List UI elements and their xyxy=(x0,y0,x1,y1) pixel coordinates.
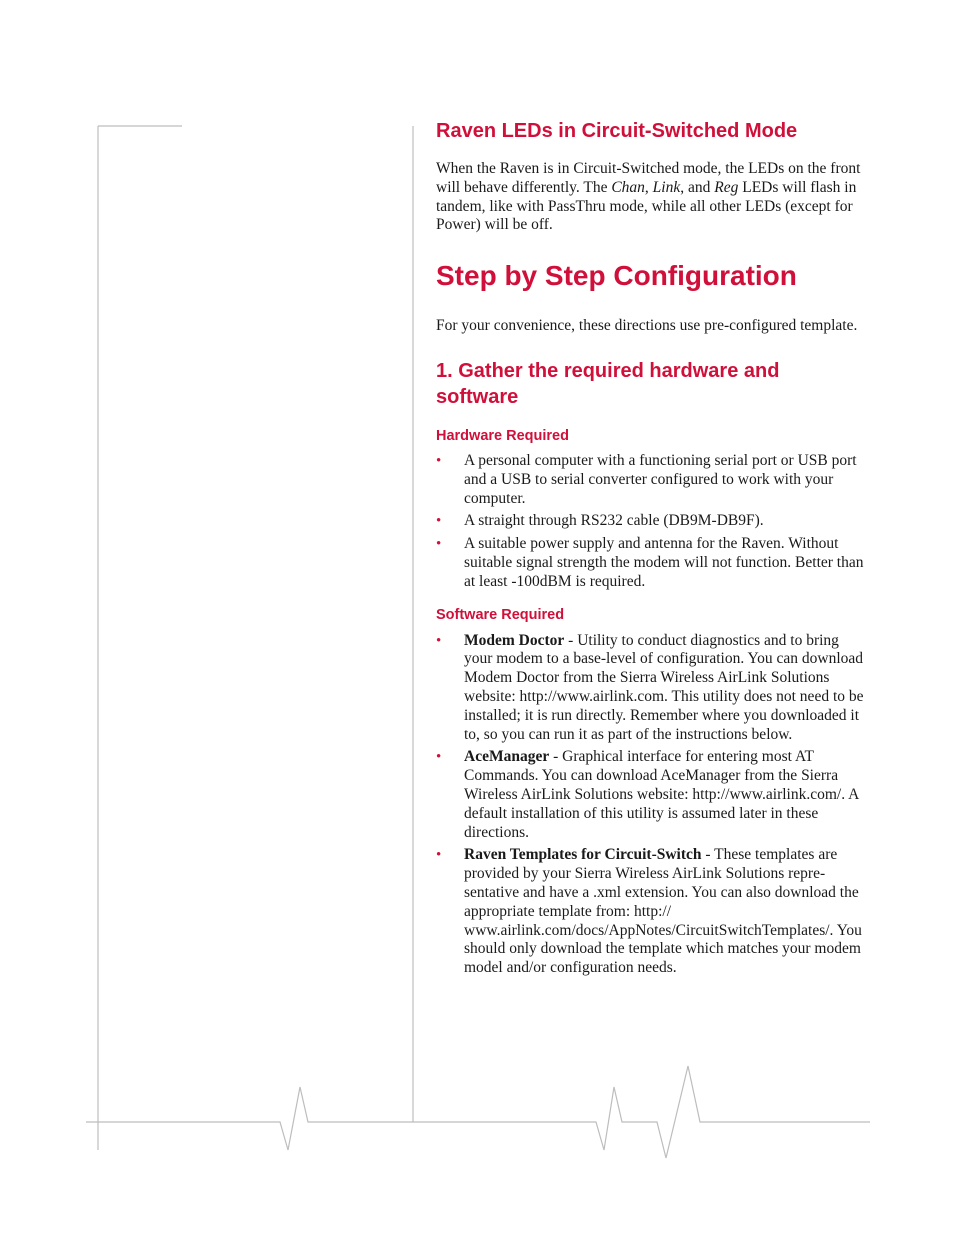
footer-pulse-left xyxy=(86,1087,413,1150)
led-link: Link xyxy=(652,178,681,196)
bullet-icon: • xyxy=(436,749,442,766)
chapter-title: Step by Step Configuration xyxy=(436,260,797,292)
footer-pulse-right xyxy=(413,1066,870,1158)
main-content xyxy=(436,118,868,978)
bullet-icon: • xyxy=(436,847,442,864)
led-chan: Chan xyxy=(611,178,645,196)
bullet-icon: • xyxy=(436,513,442,530)
software-name: AceManager xyxy=(464,748,550,766)
list-item: • Raven Templates for Circuit-Switch - These templates are provided by your Sierra Wireless AirLink Solutions representative and have a .xml extension. You can also download the appropriate template from: http://​www.airlink.com/docs/AppNotes/CircuitSwitchTemplates/. You should only download the template which matches your modem model and/or configuration needs. xyxy=(436,846,862,977)
list-item: • A straight through RS232 cable (DB9M-DB9F). xyxy=(436,512,764,530)
software-required-heading: Software Required xyxy=(436,606,565,623)
bullet-icon: • xyxy=(436,632,442,649)
hardware-list xyxy=(436,452,868,592)
raven-leds-paragraph: When the Raven is in Circuit-Switched mode, the LEDs on the front will behave differently. The Chan, Link, and Reg LEDs will flash in tandem, like with PassThru mode, while all other LEDs (except for Power) will be off. xyxy=(436,160,861,234)
section-title-gather: 1. Gather the required hardware and software xyxy=(436,359,780,408)
bullet-icon: • xyxy=(436,536,442,553)
chapter-intro-paragraph: For your convenience, these directions use pre-configured template. xyxy=(436,317,858,335)
software-name: Raven Templates for Circuit-Switch xyxy=(464,846,702,864)
bullet-icon: • xyxy=(436,452,442,469)
list-item: • Modem Doctor - Utility to conduct diagnostics and to bring your modem to a base-level of configuration. You can download Modem Doctor from the Sierra Wireless AirLink Solutions website: http://www.airlink.com. This utility does not need to be installed; it is run directly. Remember where you downloaded it to, so you can run it as part of the instructions below. xyxy=(436,631,864,743)
software-name: Modem Doctor xyxy=(464,631,565,649)
list-item: • AceManager - Graphical interface for entering most AT Commands. You can download AceManager from the Sierra Wireless AirLink Solutions website: http://​www.airlink.com/. A default installation of this utility is assumed later in these directions. xyxy=(436,748,859,841)
software-list xyxy=(436,632,868,978)
list-item: • A personal computer with a functioning serial port or USB port and a USB to serial converter configured to work with your computer. xyxy=(436,451,857,507)
led-reg: Reg xyxy=(714,178,739,196)
section-title-raven-leds: Raven LEDs in Circuit-Switched Mode xyxy=(436,120,798,142)
list-item: • A suitable power supply and antenna for the Raven. Without suitable signal strength the modem will not function. Better than at least -100dBM is required. xyxy=(436,535,864,590)
hardware-required-heading: Hardware Required xyxy=(436,427,569,444)
